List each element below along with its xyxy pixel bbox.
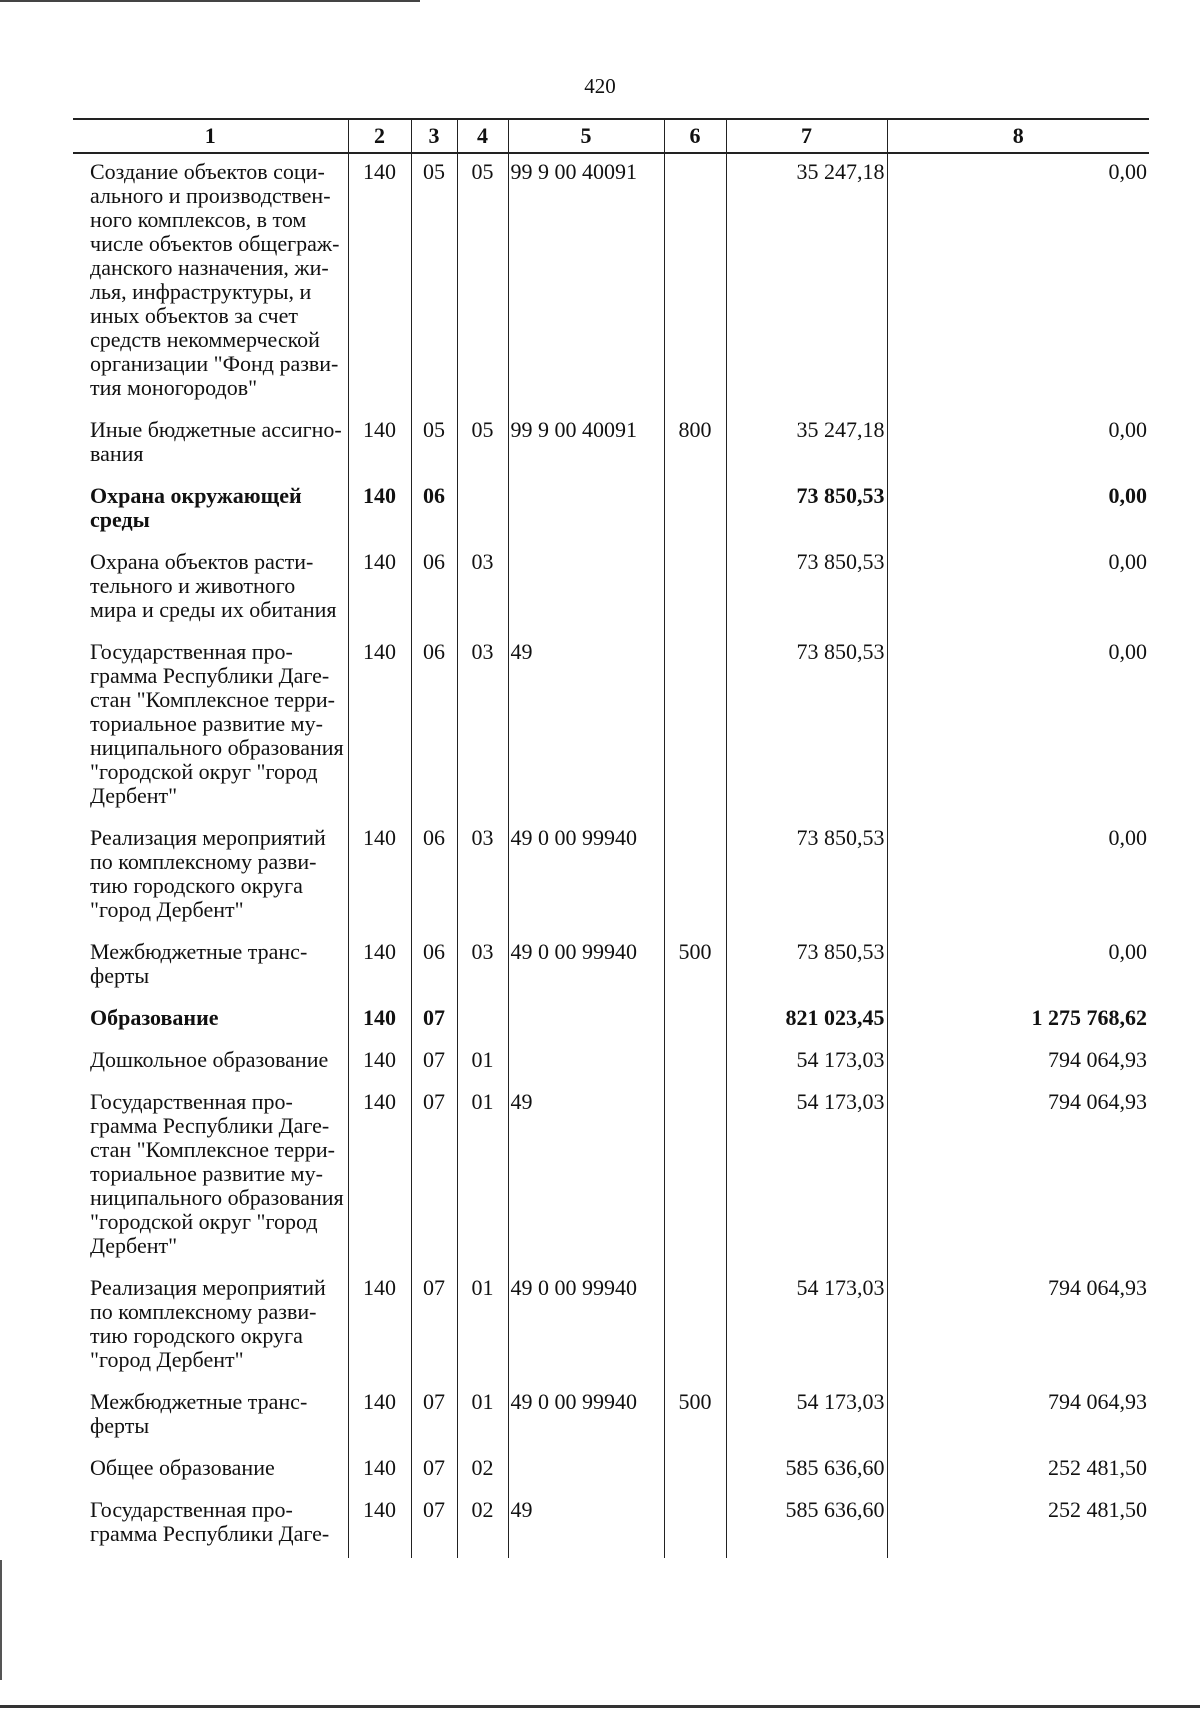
chapter-code-cell: 06: [411, 634, 457, 820]
table-row: [73, 1042, 1149, 1084]
subchapter-code-cell: 01: [457, 1084, 508, 1270]
section-code-cell: 140: [348, 1270, 411, 1384]
target-article-cell: 49 0 00 99940: [508, 820, 664, 934]
row-name-cell: Реализация мероприятий по комплексному разви- тию городского округа "город Дербент": [73, 820, 348, 934]
chapter-code-cell: 06: [411, 820, 457, 934]
subchapter-code-cell: 03: [457, 544, 508, 634]
amount-col7-cell: 54 173,03: [726, 1084, 887, 1270]
section-code-cell: 140: [348, 1492, 411, 1558]
chapter-code-cell: 06: [411, 544, 457, 634]
column-header-3: 3: [411, 119, 457, 153]
subchapter-code-cell: 01: [457, 1270, 508, 1384]
amount-col7-cell: 54 173,03: [726, 1270, 887, 1384]
chapter-code-cell: 07: [411, 1084, 457, 1270]
expense-type-cell: [664, 1084, 726, 1270]
amount-col8-cell: 794 064,93: [887, 1084, 1149, 1270]
column-header-8: 8: [887, 119, 1149, 153]
section-code-cell: 140: [348, 934, 411, 1000]
subchapter-code-cell: 03: [457, 820, 508, 934]
amount-col8-cell: 0,00: [887, 820, 1149, 934]
amount-col7-cell: 54 173,03: [726, 1384, 887, 1450]
amount-col7-cell: 35 247,18: [726, 153, 887, 412]
amount-col8-cell: 0,00: [887, 934, 1149, 1000]
target-article-cell: [508, 478, 664, 544]
subchapter-code-cell: 03: [457, 934, 508, 1000]
chapter-code-cell: 06: [411, 478, 457, 544]
budget-table-container: [73, 118, 1149, 1568]
section-code-cell: 140: [348, 544, 411, 634]
target-article-cell: 49: [508, 634, 664, 820]
target-article-cell: [508, 1000, 664, 1042]
subchapter-code-cell: 01: [457, 1042, 508, 1084]
target-article-cell: 49: [508, 1084, 664, 1270]
amount-col8-cell: 794 064,93: [887, 1042, 1149, 1084]
chapter-code-cell: 05: [411, 153, 457, 412]
subchapter-code-cell: 05: [457, 412, 508, 478]
table-row: [73, 1270, 1149, 1384]
row-name-cell: Общее образование: [73, 1450, 348, 1492]
subchapter-code-cell: 02: [457, 1450, 508, 1492]
amount-col7-cell: 54 173,03: [726, 1042, 887, 1084]
table-row: [73, 934, 1149, 1000]
chapter-code-cell: 05: [411, 412, 457, 478]
target-article-cell: 49 0 00 99940: [508, 934, 664, 1000]
chapter-code-cell: 07: [411, 1492, 457, 1558]
scan-edge-bottom: [0, 1705, 1200, 1708]
expense-type-cell: [664, 634, 726, 820]
subchapter-code-cell: [457, 478, 508, 544]
column-header-5: 5: [508, 119, 664, 153]
header-row: [73, 119, 1149, 153]
table-row: [73, 1000, 1149, 1042]
expense-type-cell: [664, 544, 726, 634]
table-row: [73, 820, 1149, 934]
table-row: [73, 478, 1149, 544]
row-name-cell: Образование: [73, 1000, 348, 1042]
amount-col8-cell: 1 275 768,62: [887, 1000, 1149, 1042]
target-article-cell: [508, 1042, 664, 1084]
chapter-code-cell: 07: [411, 1042, 457, 1084]
chapter-code-cell: 07: [411, 1450, 457, 1492]
chapter-code-cell: 06: [411, 934, 457, 1000]
expense-type-cell: [664, 1492, 726, 1558]
row-name-cell: Реализация мероприятий по комплексному разви- тию городского округа "город Дербент": [73, 1270, 348, 1384]
page-number: 420: [584, 74, 616, 98]
expense-type-cell: [664, 1000, 726, 1042]
chapter-code-cell: 07: [411, 1384, 457, 1450]
section-code-cell: 140: [348, 820, 411, 934]
amount-col8-cell: 0,00: [887, 153, 1149, 412]
target-article-cell: [508, 1450, 664, 1492]
section-code-cell: 140: [348, 1384, 411, 1450]
expense-type-cell: [664, 1450, 726, 1492]
row-name-cell: Охрана окружающей среды: [73, 478, 348, 544]
target-article-cell: 49 0 00 99940: [508, 1270, 664, 1384]
section-code-cell: 140: [348, 1450, 411, 1492]
amount-col7-cell: 73 850,53: [726, 478, 887, 544]
amount-col8-cell: 0,00: [887, 478, 1149, 544]
row-name-cell: Иные бюджетные ассигно- вания: [73, 412, 348, 478]
row-name-cell: Межбюджетные транс- ферты: [73, 1384, 348, 1450]
amount-col7-cell: 821 023,45: [726, 1000, 887, 1042]
subchapter-code-cell: 03: [457, 634, 508, 820]
amount-col7-cell: 73 850,53: [726, 634, 887, 820]
table-row: [73, 1450, 1149, 1492]
column-header-7: 7: [726, 119, 887, 153]
amount-col7-cell: 35 247,18: [726, 412, 887, 478]
scan-edge-left: [0, 1560, 2, 1680]
amount-col8-cell: 0,00: [887, 634, 1149, 820]
row-name-cell: Охрана объектов расти- тельного и животного мира и среды их обитания: [73, 544, 348, 634]
expense-type-cell: [664, 820, 726, 934]
budget-table: [73, 118, 1149, 1558]
amount-col8-cell: 0,00: [887, 412, 1149, 478]
row-name-cell: Межбюджетные транс- ферты: [73, 934, 348, 1000]
section-code-cell: 140: [348, 1084, 411, 1270]
row-name-cell: Государственная про- грамма Республики Даге- стан "Комплексное терри- ториальное развитие му- ниципального образования "городской округ "город Дербент": [73, 1084, 348, 1270]
row-name-cell: Дошкольное образование: [73, 1042, 348, 1084]
table-header: [73, 119, 1149, 153]
column-header-4: 4: [457, 119, 508, 153]
row-name-cell: Государственная про- грамма Республики Даге-: [73, 1492, 348, 1558]
amount-col8-cell: 794 064,93: [887, 1270, 1149, 1384]
table-row: [73, 544, 1149, 634]
amount-col8-cell: 252 481,50: [887, 1492, 1149, 1558]
table-row: [73, 1384, 1149, 1450]
expense-type-cell: 500: [664, 1384, 726, 1450]
table-row: [73, 1492, 1149, 1558]
target-article-cell: [508, 544, 664, 634]
amount-col7-cell: 73 850,53: [726, 820, 887, 934]
section-code-cell: 140: [348, 1000, 411, 1042]
subchapter-code-cell: 05: [457, 153, 508, 412]
amount-col8-cell: 0,00: [887, 544, 1149, 634]
expense-type-cell: [664, 153, 726, 412]
amount-col7-cell: 585 636,60: [726, 1492, 887, 1558]
table-row: [73, 1084, 1149, 1270]
section-code-cell: 140: [348, 153, 411, 412]
amount-col7-cell: 585 636,60: [726, 1450, 887, 1492]
section-code-cell: 140: [348, 478, 411, 544]
column-header-1: 1: [73, 119, 348, 153]
column-header-6: 6: [664, 119, 726, 153]
target-article-cell: 49 0 00 99940: [508, 1384, 664, 1450]
amount-col7-cell: 73 850,53: [726, 934, 887, 1000]
expense-type-cell: [664, 478, 726, 544]
subchapter-code-cell: [457, 1000, 508, 1042]
target-article-cell: 99 9 00 40091: [508, 153, 664, 412]
expense-type-cell: [664, 1270, 726, 1384]
column-header-2: 2: [348, 119, 411, 153]
row-name-cell: Создание объектов соци- ального и производствен- ного комплексов, в том числе объектов общеграж- данского назначения, жи- лья, инфраструктуры, и иных объектов за счет средств некоммерческой организации "Фонд разви- тия моногородов": [73, 153, 348, 412]
table-row: [73, 412, 1149, 478]
section-code-cell: 140: [348, 634, 411, 820]
section-code-cell: 140: [348, 412, 411, 478]
table-row: [73, 634, 1149, 820]
chapter-code-cell: 07: [411, 1000, 457, 1042]
table-row: [73, 153, 1149, 412]
subchapter-code-cell: 02: [457, 1492, 508, 1558]
section-code-cell: 140: [348, 1042, 411, 1084]
chapter-code-cell: 07: [411, 1270, 457, 1384]
amount-col7-cell: 73 850,53: [726, 544, 887, 634]
row-name-cell: Государственная про- грамма Республики Даге- стан "Комплексное терри- ториальное развитие му- ниципального образования "городской округ "город Дербент": [73, 634, 348, 820]
expense-type-cell: 500: [664, 934, 726, 1000]
subchapter-code-cell: 01: [457, 1384, 508, 1450]
expense-type-cell: 800: [664, 412, 726, 478]
amount-col8-cell: 252 481,50: [887, 1450, 1149, 1492]
target-article-cell: 99 9 00 40091: [508, 412, 664, 478]
table-body: [73, 153, 1149, 1558]
target-article-cell: 49: [508, 1492, 664, 1558]
scan-edge-top: [0, 0, 420, 2]
expense-type-cell: [664, 1042, 726, 1084]
amount-col8-cell: 794 064,93: [887, 1384, 1149, 1450]
